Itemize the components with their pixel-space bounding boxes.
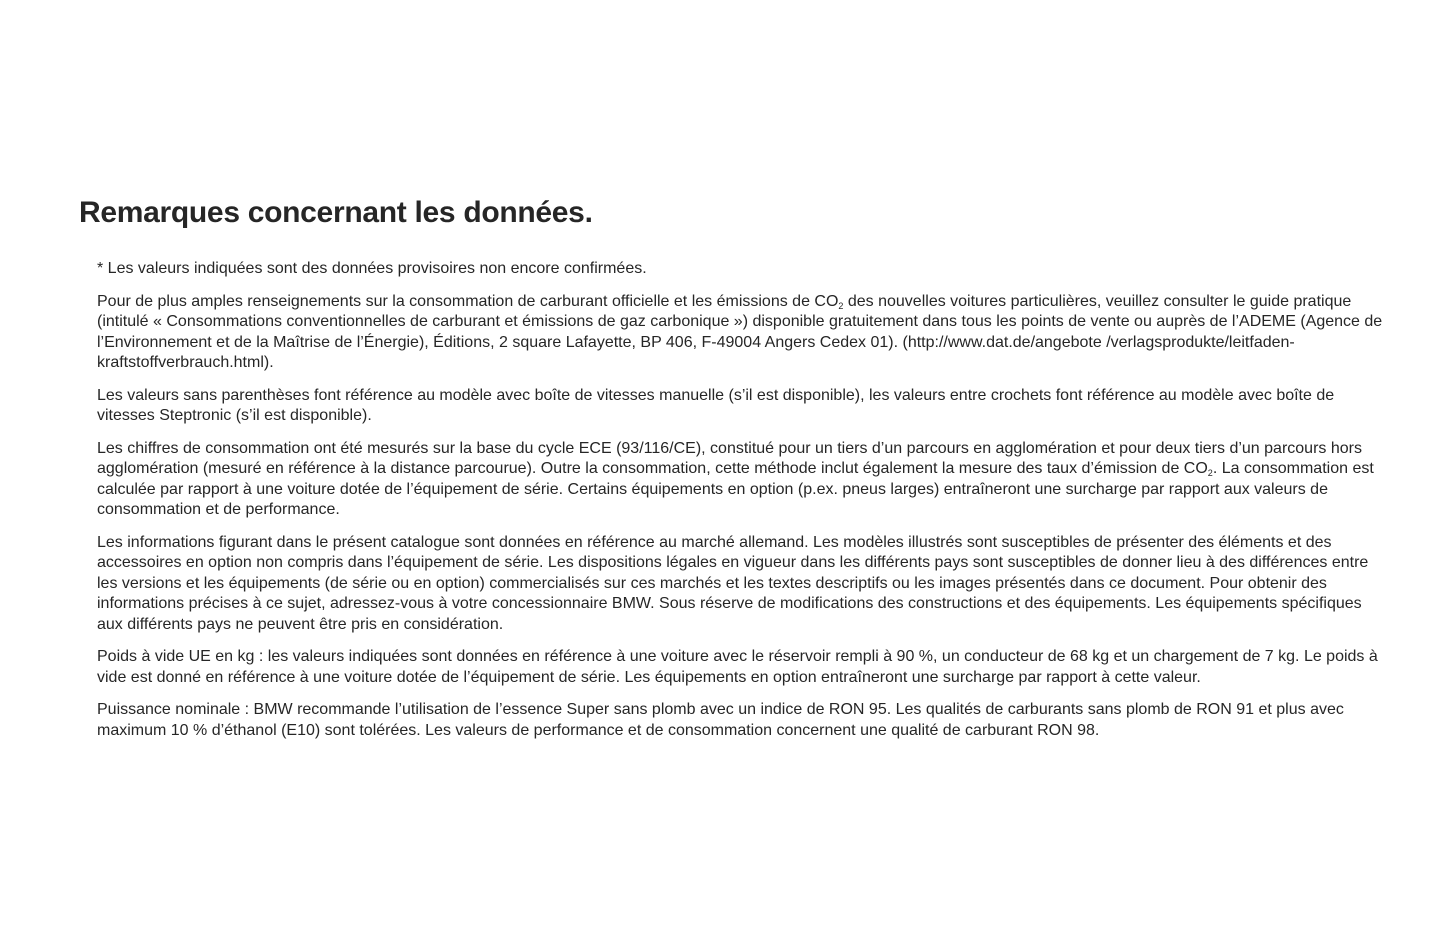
- page-title: Remarques concernant les données.: [79, 196, 593, 229]
- note-text-part: Les chiffres de consommation ont été mesurés sur la base du cycle ECE (93/116/CE), constitué pour un tiers d’un parcours en agglomération et pour deux tiers d’un parcours hors agglomération (mesuré en référence à la distance parcourue). Outre la consommation, cette méthode inclut également la mesure des taux d’émission de CO: [97, 439, 1362, 477]
- note-nominal-power: Puissance nominale : BMW recommande l’utilisation de l’essence Super sans plomb avec un indice de RON 95. Les qualités de carburants sans plomb de RON 91 et plus avec maximum 10 % d’éthanol (E10) sont tolérées. Les valeurs de performance et de consommation concernent une qualité de carburant RON 98.: [97, 701, 1344, 739]
- note-market-information: Les informations figurant dans le présent catalogue sont données en référence au marché allemand. Les modèles illustrés sont susceptibles de présenter des éléments et des accessoires en option non compris dans l’équipement de série. Les dispositions légales en vigueur dans les différents pays sont susceptibles de donner lieu à des différences entre les versions et les équipements (de série ou en option) commercialisés sur ces marchés et les textes descriptifs ou les images présentés dans ce document. Pour obtenir des informations précises à ce sujet, adressez-vous à votre concessionnaire BMW. Sous réserve de modifications des constructions et des équipements. Les équipements spécifiques aux différents pays ne peuvent être pris en considération.: [97, 533, 1369, 633]
- note-provisional-values: * Les valeurs indiquées sont des données provisoires non encore confirmées.: [97, 260, 647, 277]
- subscript: 2: [838, 300, 844, 311]
- note-text-part: . La consommation est calculée par rapport à une voiture dotée de l’équipement de série. Certains équipements en option (p.ex. pneus larges) entraîneront une surcharge par rapport aux valeurs de consommation et de performance.: [97, 460, 1374, 518]
- subscript: 2: [1207, 468, 1213, 478]
- note-unladen-weight: Poids à vide UE en kg : les valeurs indiquées sont données en référence à une voiture avec le réservoir rempli à 90 %, un conducteur de 68 kg et un chargement de 7 kg. Le poids à vide est donné en référence à une voiture dotée de l’équipement de série. Les équipements en option entraîneront une surcharge par rapport à cette valeur.: [97, 648, 1378, 686]
- note-text-part: Pour de plus amples renseignements sur la consommation de carburant officielle et les émissions de CO: [97, 292, 839, 310]
- notes-section: [97, 259, 1387, 753]
- note-fuel-consumption-guide: [97, 292, 1387, 374]
- note-gearbox-values: Les valeurs sans parenthèses font référence au modèle avec boîte de vitesses manuelle (s’il est disponible), les valeurs entre crochets font référence au modèle avec boîte de vitesses Steptronic (s’il est disponible).: [97, 386, 1335, 424]
- note-consumption-measurement: [97, 439, 1387, 521]
- note-text-part: des nouvelles voitures particulières, veuillez consulter le guide pratique (intitulé « Consommations conventionnelles de carburant et émissions de gaz carbonique ») disponible gratuitement dans tous les points de vente ou auprès de l’ADEME (Agence de l’Environnement et de la Maîtrise de l’Énergie), Éditions, 2 square Lafayette, BP 406, F-49004 Angers Cedex 01). (http://www.dat.de/angebote /verlagsprodukte/leitfaden-kraftstoffverbrauch.html).: [97, 292, 1383, 371]
